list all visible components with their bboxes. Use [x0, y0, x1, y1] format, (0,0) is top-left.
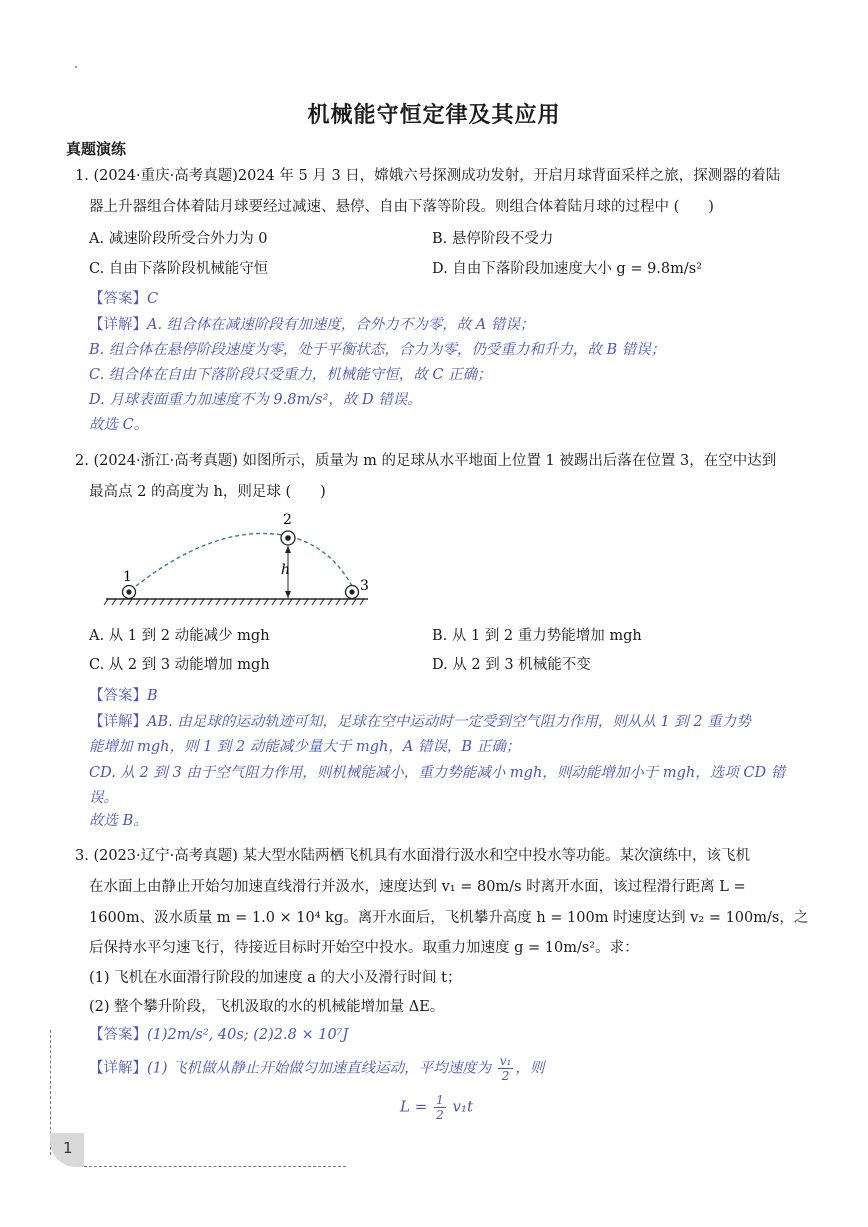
- fig-label-2: 2: [283, 512, 292, 528]
- football-trajectory-figure: [98, 510, 378, 610]
- q3-stem-line1: 3. (2023·辽宁·高考真题) 某大型水陆两栖飞机具有水面滑行汲水和空中投水等功能。某次演练中，该飞机: [75, 848, 750, 864]
- q2-option-d: D. 从 2 到 3 机械能不变: [432, 657, 591, 673]
- fig-label-h: h: [281, 562, 291, 578]
- detail-text: A. 组合体在减速阶段有加速度，合外力不为零，故 A 错误；: [147, 317, 535, 333]
- fig-label-1: 1: [123, 569, 132, 585]
- ball-1-icon: [123, 586, 136, 599]
- section-heading: 真题演练: [66, 140, 127, 158]
- q1-stem-line2: 器上升器组合体着陆月球要经过减速、悬停、自由下落等阶段。则组合体着陆月球的过程中 ( ): [89, 199, 714, 215]
- answer-tag: 【答案】: [89, 291, 147, 307]
- q2-answer: [89, 686, 158, 706]
- q2-option-c: C. 从 2 到 3 动能增加 mgh: [89, 657, 270, 673]
- q3-sub-question-1: (1) 飞机在水面滑行阶段的加速度 a 的大小及滑行时间 t；: [89, 970, 462, 986]
- q1-detail-5: 故选 C。: [89, 417, 149, 433]
- detail-text: AB. 由足球的运动轨迹可知，足球在空中运动时一定受到空气阻力作用，则从从 1 到 2 重力势: [147, 714, 751, 730]
- q1-option-a: A. 减速阶段所受合外力为 0: [89, 231, 268, 247]
- q3-stem-line3: 1600m、汲水质量 m = 1.0 × 10⁴ kg。离开水面后，飞机攀升高度 h = 100m 时速度达到 v₂ = 100m/s，之: [89, 910, 809, 926]
- q3-stem-line2: 在水面上由静止开始匀加速直线滑行并汲水，速度达到 v₁ = 80m/s 时离开水面，该过程滑行距离 L =: [89, 879, 746, 895]
- q1-option-d: D. 自由下落阶段加速度大小 g = 9.8m/s²: [432, 261, 703, 277]
- q2-detail-1: [89, 712, 751, 732]
- q1-detail-4: D. 月球表面重力加速度不为 9.8m/s²，故 D 错误。: [89, 392, 422, 408]
- answer-tag: 【答案】: [89, 1027, 147, 1043]
- fraction-v1-over-2: $\frac{\text{v₁}}{2}$: [499, 1054, 512, 1083]
- q1-option-b: B. 悬停阶段不受力: [432, 231, 554, 247]
- q3-answer: [89, 1025, 348, 1045]
- q1-detail-2: B. 组合体在悬停阶段速度为零，处于平衡状态，合力为零，仍受重力和升力，故 B 错误；: [89, 342, 666, 358]
- answer-value: (1)2m/s², 40s; (2)2.8 × 10⁷J: [147, 1027, 349, 1043]
- trajectory-path: [136, 533, 352, 586]
- q2-detail-3: CD. 从 2 到 3 由于空气阻力作用，则机械能减小，重力势能减小 mgh，则动能增加小于 mgh，选项 CD 错: [89, 765, 786, 781]
- height-arrow-up: [285, 546, 291, 553]
- ball-2-icon: [281, 531, 295, 545]
- detail-text: (1) 飞机做从静止开始做匀加速直线运动，平均速度为: [147, 1060, 492, 1077]
- detail-tag: 【详解】: [89, 1060, 147, 1077]
- q2-detail-4: 误。: [89, 790, 118, 806]
- q1-option-c: C. 自由下落阶段机械能守恒: [89, 261, 269, 277]
- q2-detail-2: 能增加 mgh，则 1 到 2 动能减少量大于 mgh，A 错误，B 正确；: [89, 739, 521, 755]
- q2-option-a: A. 从 1 到 2 动能减少 mgh: [89, 628, 270, 644]
- q1-detail-3: C. 组合体在自由下落阶段只受重力，机械能守恒，故 C 正确；: [89, 367, 492, 383]
- height-arrow-down: [285, 591, 291, 598]
- detail-tag: 【详解】: [89, 714, 147, 730]
- q1-stem-line1: 1. (2024·重庆·高考真题)2024 年 5 月 3 日，嫦娥六号探测成功发射，开启月球背面采样之旅，探测器的着陆: [75, 168, 781, 184]
- ball-3-icon: [346, 586, 359, 599]
- detail-tag: 【详解】: [89, 317, 147, 333]
- q2-stem-line2: 最高点 2 的高度为 h，则足球 ( ): [89, 484, 326, 500]
- detail-tail: ，则: [515, 1060, 545, 1077]
- q2-option-b: B. 从 1 到 2 重力势能增加 mgh: [432, 628, 642, 644]
- fraction-one-half: $\frac{1}{2}$: [436, 1093, 444, 1122]
- q3-detail-1: [89, 1054, 544, 1083]
- formula-L: L = $\frac{1}{2}$ v₁t: [400, 1093, 474, 1122]
- q3-sub-question-2: (2) 整个攀升阶段，飞机汲取的水的机械能增加量 ΔE。: [89, 999, 445, 1015]
- answer-tag: 【答案】: [89, 688, 147, 704]
- answer-value: B: [147, 688, 158, 704]
- q1-detail-1: [89, 315, 534, 335]
- page-title: 机械能守恒定律及其应用: [307, 103, 561, 128]
- page-dot: [75, 66, 77, 68]
- q2-stem-line1: 2. (2024·浙江·高考真题) 如图所示，质量为 m 的足球从水平地面上位置 1 被踢出后落在位置 3，在空中达到: [75, 453, 777, 469]
- fig-label-3: 3: [360, 578, 369, 594]
- ground-hatching: [104, 599, 364, 605]
- page-number: 1: [63, 1139, 73, 1157]
- footer-dashed-line: [84, 1166, 346, 1167]
- answer-value: C: [147, 291, 159, 307]
- q2-detail-5: 故选 B。: [89, 813, 148, 829]
- q3-stem-line4: 后保持水平匀速飞行，待接近目标时开始空中投水。取重力加速度 g = 10m/s²。求：: [89, 940, 639, 956]
- q1-answer: [89, 289, 158, 309]
